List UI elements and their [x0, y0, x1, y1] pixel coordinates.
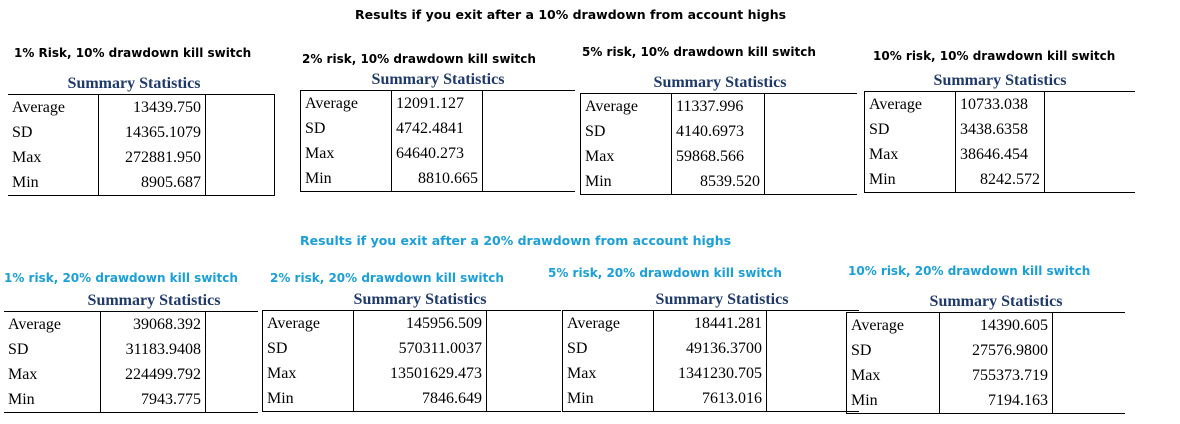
table-row: [8, 120, 275, 145]
stats-table: [300, 90, 575, 192]
table-row: [263, 336, 562, 361]
summary-table: [4, 290, 304, 413]
stat-key: Min: [4, 387, 101, 413]
table-row: [865, 92, 1136, 118]
table-heading: Summary Statistics: [653, 74, 787, 91]
summary-table: [300, 69, 576, 192]
table-heading: Summary Statistics: [933, 72, 1067, 89]
stat-key: Max: [263, 361, 354, 386]
table-row: [847, 313, 1126, 339]
stat-key: Min: [563, 386, 654, 412]
stat-value: 7613.016: [654, 386, 767, 412]
table-row: [581, 119, 858, 144]
table-row: [301, 141, 576, 166]
summary-table: [562, 289, 882, 412]
stat-key: Max: [563, 361, 654, 386]
table-label: 10% risk, 10% drawdown kill switch: [873, 49, 1116, 63]
stat-key: Average: [563, 311, 654, 337]
summary-table: [8, 73, 278, 196]
table-row: [301, 116, 576, 141]
table-label: 10% risk, 20% drawdown kill switch: [848, 264, 1091, 278]
table-row: [301, 91, 576, 117]
table-row: [563, 361, 860, 386]
stat-value: 4140.6973: [672, 119, 765, 144]
table-label: 5% risk, 10% drawdown kill switch: [582, 45, 816, 59]
stat-key: SD: [4, 337, 101, 362]
stats-table: [864, 91, 1135, 193]
table-heading: Summary Statistics: [371, 71, 505, 88]
stat-value: 11337.996: [672, 94, 765, 120]
stat-key: Min: [301, 166, 392, 192]
stat-key: Min: [263, 386, 354, 412]
stat-value: 7846.649: [354, 386, 487, 412]
stats-table: [846, 312, 1125, 414]
stat-key: Min: [581, 169, 672, 195]
stat-value: 12091.127: [392, 91, 483, 117]
stat-key: SD: [301, 116, 392, 141]
stat-value: 570311.0037: [354, 336, 487, 361]
table-label: 1% risk, 20% drawdown kill switch: [4, 271, 238, 285]
table-heading: Summary Statistics: [929, 293, 1063, 310]
stat-key: SD: [8, 120, 99, 145]
stat-key: Max: [301, 141, 392, 166]
stat-key: Max: [865, 142, 956, 167]
stat-value: 4742.4841: [392, 116, 483, 141]
stat-key: Average: [301, 91, 392, 117]
table-row: [8, 170, 275, 196]
table-row: [8, 95, 275, 121]
table-row: [263, 361, 562, 386]
section-title-10pct: Results if you exit after a 10% drawdown from account highs: [355, 7, 787, 22]
table-heading: Summary Statistics: [353, 291, 487, 308]
stat-value: 18441.281: [654, 311, 767, 337]
table-row: [301, 166, 576, 192]
stat-key: Max: [581, 144, 672, 169]
stat-key: Max: [4, 362, 101, 387]
stat-value: 59868.566: [672, 144, 765, 169]
stat-value: 31183.9408: [101, 337, 206, 362]
stat-value: 755373.719: [940, 363, 1053, 388]
summary-table: [262, 289, 578, 412]
stat-value: 49136.3700: [654, 336, 767, 361]
table-row: [865, 117, 1136, 142]
table-row: [847, 388, 1126, 414]
summary-table: [864, 70, 1136, 193]
stats-table: [580, 93, 857, 195]
stat-key: SD: [865, 117, 956, 142]
stat-key: SD: [581, 119, 672, 144]
table-row: [847, 338, 1126, 363]
stat-value: 39068.392: [101, 312, 206, 338]
stats-table: [262, 310, 561, 412]
stat-value: 27576.9800: [940, 338, 1053, 363]
stat-key: Average: [4, 312, 101, 338]
stat-value: 145956.509: [354, 311, 487, 337]
stats-table: [562, 310, 859, 412]
table-row: [4, 362, 258, 387]
stat-value: 13439.750: [99, 95, 206, 121]
stat-value: 3438.6358: [956, 117, 1045, 142]
table-row: [263, 311, 562, 337]
stat-key: Average: [581, 94, 672, 120]
stat-value: 7943.775: [101, 387, 206, 413]
stat-value: 14365.1079: [99, 120, 206, 145]
table-label: 2% risk, 20% drawdown kill switch: [270, 271, 504, 285]
table-row: [865, 167, 1136, 193]
table-label: 5% risk, 20% drawdown kill switch: [548, 266, 782, 280]
stat-value: 8242.572: [956, 167, 1045, 193]
stat-key: Min: [865, 167, 956, 193]
stat-value: 8539.520: [672, 169, 765, 195]
summary-table: [846, 291, 1146, 414]
table-heading: Summary Statistics: [67, 75, 201, 92]
stat-key: Average: [847, 313, 940, 339]
stat-key: Max: [8, 145, 99, 170]
stat-value: 64640.273: [392, 141, 483, 166]
section-title-20pct: Results if you exit after a 20% drawdown from account highs: [300, 233, 732, 248]
stats-table: [4, 311, 258, 413]
stat-key: Average: [865, 92, 956, 118]
stat-key: SD: [263, 336, 354, 361]
table-row: [8, 145, 275, 170]
stat-value: 14390.605: [940, 313, 1053, 339]
table-row: [4, 337, 258, 362]
stat-value: 8905.687: [99, 170, 206, 196]
stat-key: Min: [847, 388, 940, 414]
table-row: [263, 386, 562, 412]
table-row: [581, 144, 858, 169]
stat-value: 8810.665: [392, 166, 483, 192]
summary-table: [580, 72, 860, 195]
table-heading: Summary Statistics: [655, 291, 789, 308]
table-row: [563, 386, 860, 412]
stat-key: Average: [8, 95, 99, 121]
stats-table: [8, 94, 275, 196]
stat-value: 7194.163: [940, 388, 1053, 414]
table-row: [581, 94, 858, 120]
table-row: [563, 311, 860, 337]
stat-value: 1341230.705: [654, 361, 767, 386]
table-row: [563, 336, 860, 361]
table-label: 2% risk, 10% drawdown kill switch: [302, 52, 536, 66]
stat-key: SD: [847, 338, 940, 363]
stat-key: SD: [563, 336, 654, 361]
table-row: [4, 312, 258, 338]
table-row: [847, 363, 1126, 388]
stat-value: 224499.792: [101, 362, 206, 387]
stat-value: 272881.950: [99, 145, 206, 170]
stat-value: 38646.454: [956, 142, 1045, 167]
stat-value: 10733.038: [956, 92, 1045, 118]
table-heading: Summary Statistics: [87, 292, 221, 309]
stat-key: Max: [847, 363, 940, 388]
table-row: [581, 169, 858, 195]
stat-key: Average: [263, 311, 354, 337]
stat-value: 13501629.473: [354, 361, 487, 386]
table-label: 1% Risk, 10% drawdown kill switch: [14, 46, 252, 60]
table-row: [4, 387, 258, 413]
stat-key: Min: [8, 170, 99, 196]
table-row: [865, 142, 1136, 167]
